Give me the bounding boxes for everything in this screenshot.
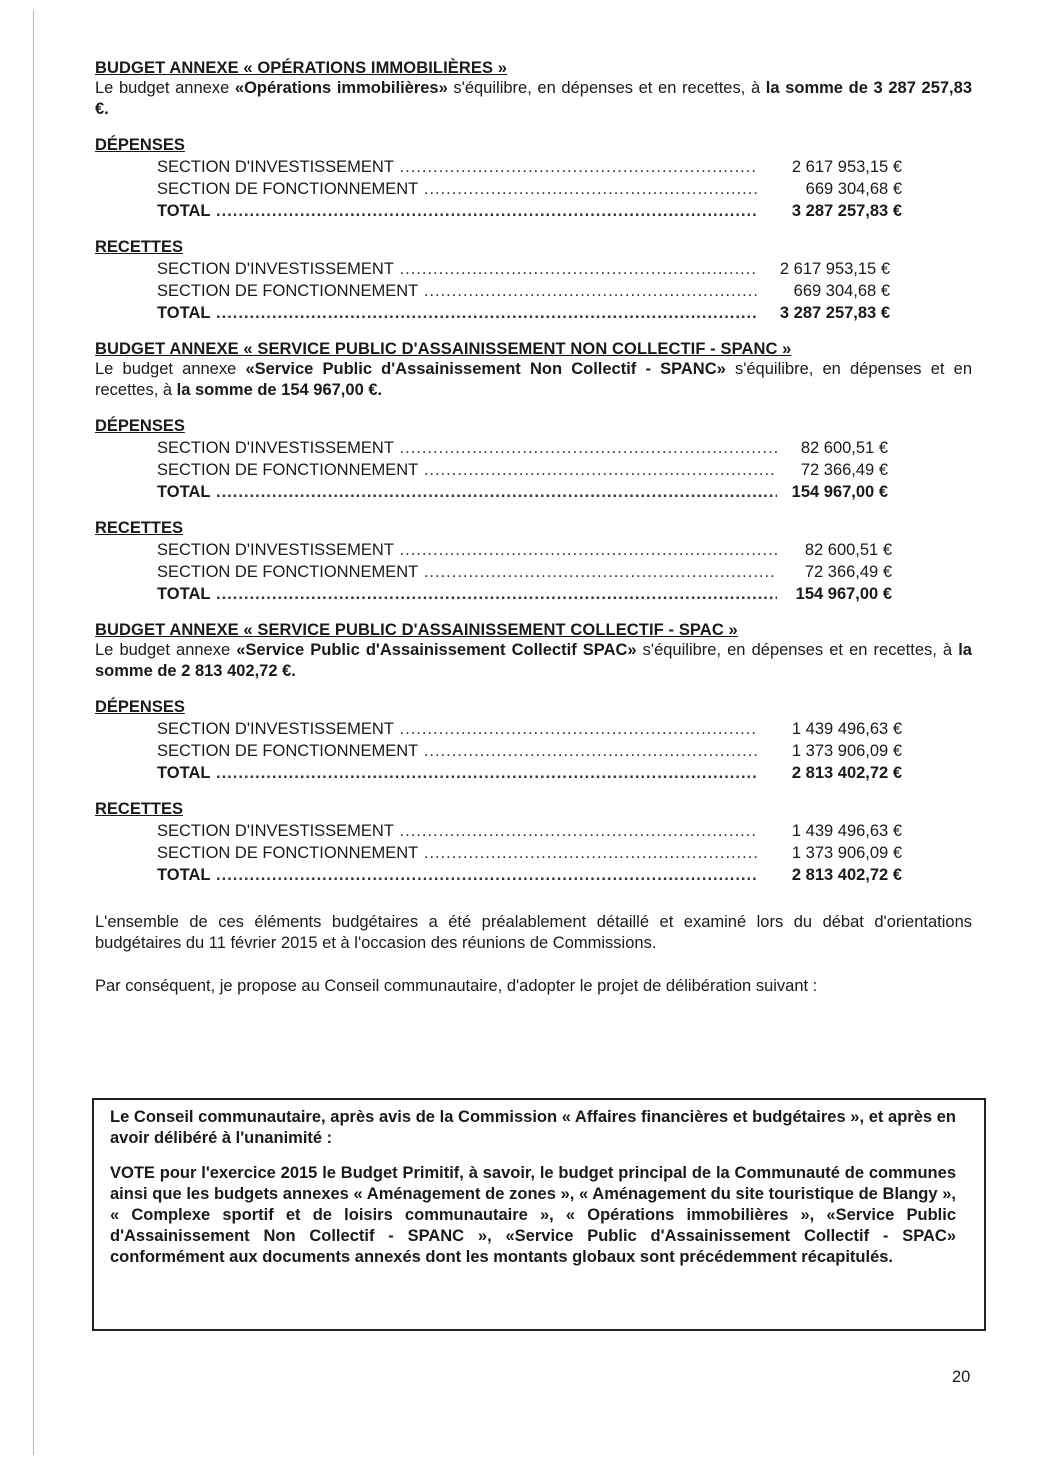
intro-prefix: Le budget annexe (95, 641, 237, 659)
row-label: SECTION DE FONCTIONNEMENT ..... (157, 740, 757, 762)
intro-amount: la somme de 2 813 402,72 €. (95, 641, 972, 680)
depenses-heading: DÉPENSES (95, 698, 185, 716)
row-amount: 82 600,51 € (804, 541, 892, 559)
row-label: TOTAL ..... (157, 583, 777, 605)
depenses-total-row (95, 200, 972, 222)
row-label: SECTION D'INVESTISSEMENT ..... (157, 437, 777, 459)
annex-spac (95, 620, 972, 886)
row-label: TOTAL ..... (157, 762, 757, 784)
row-amount: 154 967,00 € (795, 585, 892, 603)
depenses-fonctionnement-row (95, 459, 972, 481)
recettes-heading: RECETTES (95, 238, 184, 256)
depenses-investissement-row (95, 156, 972, 178)
recettes-fonctionnement-row (95, 280, 972, 302)
recettes-investissement-row (95, 539, 972, 561)
intro-middle: s'équilibre, en dépenses et en recettes, à (447, 79, 766, 97)
row-label: TOTAL ..... (157, 481, 777, 503)
row-amount: 2 813 402,72 € (791, 764, 902, 782)
depenses-heading: DÉPENSES (95, 136, 185, 154)
recettes-total-row (95, 864, 972, 886)
row-amount: 1 439 496,63 € (791, 720, 902, 738)
annex-intro (95, 640, 972, 682)
annex-title: BUDGET ANNEXE « OPÉRATIONS IMMOBILIÈRES » (95, 59, 508, 77)
closing-paragraph-summary: L'ensemble de ces éléments budgétaires a été préalablement détaillé et examiné lors du débat d'orientations budgétaires du 11 février 2015 et à l'occasion des réunions de Commissions. (95, 913, 972, 952)
row-amount: 72 366,49 € (804, 563, 892, 581)
row-label: SECTION D'INVESTISSEMENT ..... (157, 820, 757, 842)
page-number: 20 (952, 1368, 971, 1386)
row-label: SECTION DE FONCTIONNEMENT ..... (157, 842, 757, 864)
row-label: SECTION DE FONCTIONNEMENT ..... (157, 459, 777, 481)
row-amount: 72 366,49 € (800, 461, 888, 479)
recettes-heading: RECETTES (95, 800, 184, 818)
recettes-fonctionnement-row (95, 561, 972, 583)
row-label: SECTION DE FONCTIONNEMENT ..... (157, 178, 757, 200)
depenses-fonctionnement-row (95, 178, 972, 200)
row-label: TOTAL ..... (157, 864, 757, 886)
row-label: SECTION DE FONCTIONNEMENT ..... (157, 280, 757, 302)
row-amount: 154 967,00 € (791, 483, 888, 501)
row-amount: 1 373 906,09 € (791, 844, 902, 862)
row-amount: 1 373 906,09 € (791, 742, 902, 760)
row-amount: 3 287 257,83 € (791, 202, 902, 220)
depenses-total-row (95, 762, 972, 784)
row-amount: 669 304,68 € (793, 282, 890, 300)
row-amount: 1 439 496,63 € (791, 822, 902, 840)
row-label: SECTION D'INVESTISSEMENT ..... (157, 718, 757, 740)
row-label: SECTION D'INVESTISSEMENT ..... (157, 156, 757, 178)
left-margin-line (33, 10, 34, 1455)
intro-prefix: Le budget annexe (95, 360, 246, 378)
depenses-investissement-row (95, 718, 972, 740)
recettes-total-row (95, 583, 972, 605)
depenses-total-row (95, 481, 972, 503)
intro-prefix: Le budget annexe (95, 79, 235, 97)
annex-title: BUDGET ANNEXE « SERVICE PUBLIC D'ASSAINISSEMENT NON COLLECTIF - SPANC » (95, 340, 792, 358)
annex-title: BUDGET ANNEXE « SERVICE PUBLIC D'ASSAINISSEMENT COLLECTIF - SPAC » (95, 621, 738, 639)
intro-middle: s'équilibre, en dépenses et en recettes, à (95, 360, 972, 399)
recettes-investissement-row (95, 820, 972, 842)
row-label: SECTION D'INVESTISSEMENT ..... (157, 258, 757, 280)
row-amount: 2 617 953,15 € (779, 260, 890, 278)
intro-amount: la somme de 154 967,00 €. (176, 381, 383, 399)
recettes-total-row (95, 302, 972, 324)
annex-intro (95, 78, 972, 120)
row-label: TOTAL ..... (157, 200, 757, 222)
intro-budget-name: «Opérations immobilières» (234, 79, 448, 97)
row-label: SECTION D'INVESTISSEMENT ..... (157, 539, 777, 561)
intro-amount: la somme de 3 287 257,83 €. (95, 79, 972, 118)
annex-spanc (95, 339, 972, 605)
resolution-vote: VOTE pour l'exercice 2015 le Budget Primitif, à savoir, le budget principal de la Communauté de communes ainsi que les budgets annexes « Aménagement de zones », « Aménagement du site touristique de Blangy », « Complexe sportif et de loisirs communautaire », « Opérations immobilières », «Service Public d'Assainissement Non Collectif - SPANC », «Service Public d'Assainissement Collectif - SPAC» conformément aux documents annexés dont les montants globaux sont précédemment récapitulés. (110, 1164, 956, 1266)
row-label: TOTAL ..... (157, 302, 757, 324)
row-amount: 82 600,51 € (800, 439, 888, 457)
recettes-heading: RECETTES (95, 519, 184, 537)
row-label: SECTION DE FONCTIONNEMENT ..... (157, 561, 777, 583)
intro-middle: s'équilibre, en dépenses et en recettes, à (636, 641, 959, 659)
intro-budget-name: «Service Public d'Assainissement Collectif SPAC» (236, 641, 637, 659)
depenses-fonctionnement-row (95, 740, 972, 762)
row-amount: 2 813 402,72 € (791, 866, 902, 884)
intro-budget-name: «Service Public d'Assainissement Non Collectif - SPANC» (245, 360, 726, 378)
recettes-investissement-row (95, 258, 972, 280)
closing-paragraph-proposal: Par conséquent, je propose au Conseil communautaire, d'adopter le projet de délibération suivant : (95, 977, 818, 995)
annex-intro (95, 359, 972, 401)
row-amount: 3 287 257,83 € (779, 304, 890, 322)
annex-operations-immobilieres (95, 58, 972, 324)
depenses-heading: DÉPENSES (95, 417, 185, 435)
resolution-box (92, 1098, 986, 1331)
resolution-preamble: Le Conseil communautaire, après avis de la Commission « Affaires financières et budgétaires », et après en avoir délibéré à l'unanimité : (110, 1108, 956, 1147)
row-amount: 669 304,68 € (805, 180, 902, 198)
depenses-investissement-row (95, 437, 972, 459)
row-amount: 2 617 953,15 € (791, 158, 902, 176)
recettes-fonctionnement-row (95, 842, 972, 864)
document-body (95, 58, 972, 997)
